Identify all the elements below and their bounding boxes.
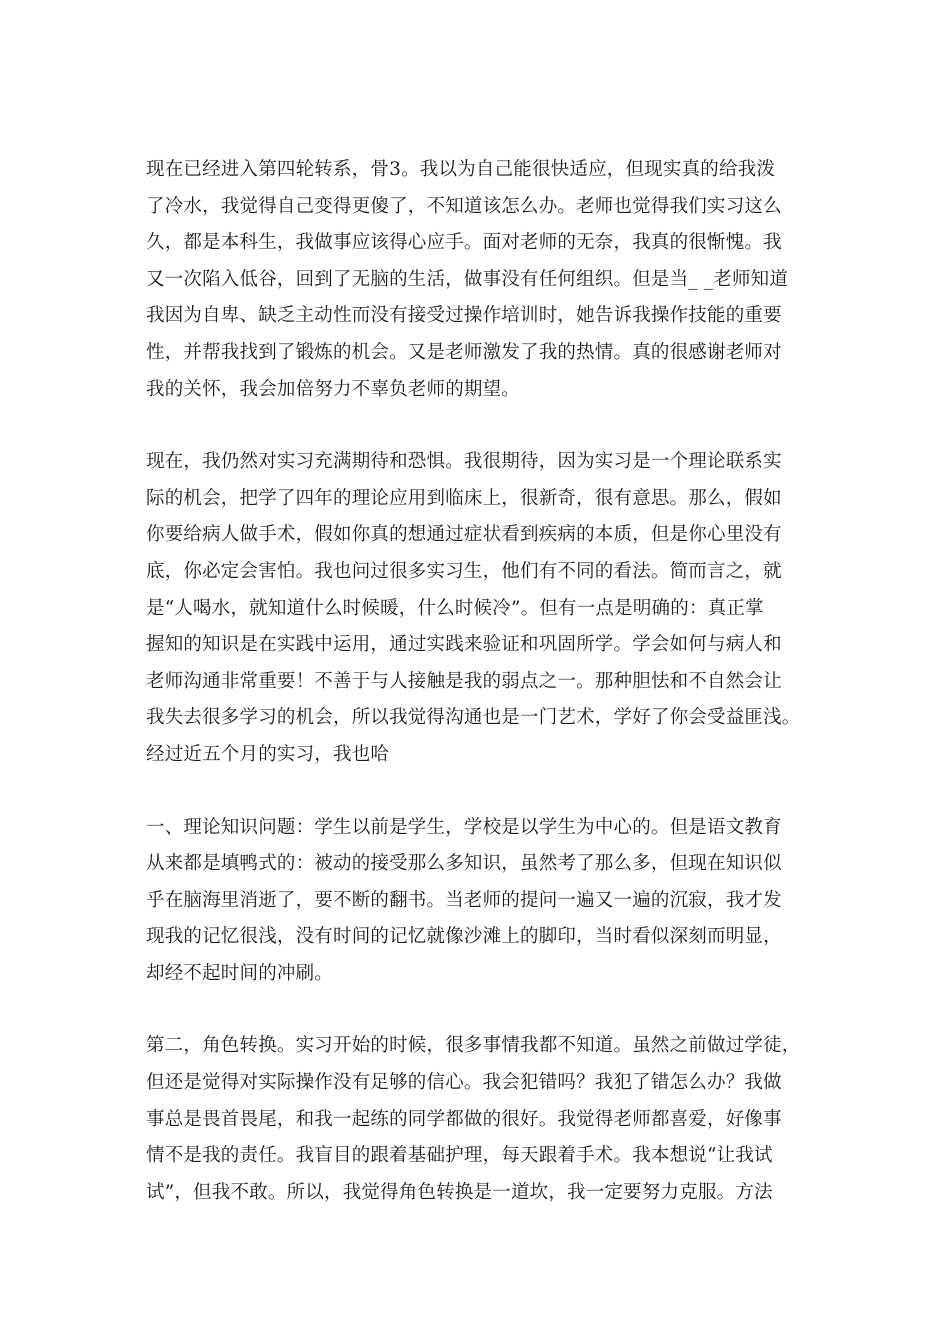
text-line: 一、理论知识问题：学生以前是学生，学校是以学生为中心的。但是语文教育 xyxy=(146,816,782,838)
text-line: 试”，但我不敢。所以，我觉得角色转换是一道坎，我一定要努力克服。方法 xyxy=(146,1181,773,1203)
text-line: 老师沟通非常重要！不善于与人接触是我的弱点之一。那种胆怯和不自然会让 xyxy=(146,670,782,692)
text-line: 现在，我仍然对实习充满期待和恐惧。我很期待，因为实习是一个理论联系实 xyxy=(146,451,782,473)
text-line: 又一次陷入低谷，回到了无脑的生活，做事没有任何组织。但是当_ _老师知道 xyxy=(146,268,789,290)
text-line: 我的关怀，我会加倍努力不辜负老师的期望。 xyxy=(146,378,521,400)
paragraph-2 xyxy=(146,444,810,773)
text-line: 底，你必定会害怕。我也问过很多实习生，他们有不同的看法。简而言之，就 xyxy=(146,560,782,582)
text-line: 你要给病人做手术，假如你真的想通过症状看到疾病的本质，但是你心里没有 xyxy=(146,524,782,546)
paragraph-3 xyxy=(146,810,810,993)
text-line: 情不是我的责任。我盲目的跟着基础护理，每天跟着手术。我本想说“让我试 xyxy=(146,1145,773,1167)
text-line: 乎在脑海里消逝了，要不断的翻书。当老师的提问一遍又一遍的沉寂，我才发 xyxy=(146,889,782,911)
text-line: 了冷水，我觉得自己变得更傻了，不知道该怎么办。老师也觉得我们实习这么 xyxy=(146,195,782,217)
text-line: 际的机会，把学了四年的理论应用到临床上，很新奇，很有意思。那么，假如 xyxy=(146,487,782,509)
text-line: 但还是觉得对实际操作没有足够的信心。我会犯错吗？我犯了错怎么办？我做 xyxy=(146,1072,782,1094)
text-line: 从来都是填鸭式的：被动的接受那么多知识，虽然考了那么多，但现在知识似 xyxy=(146,853,782,875)
text-line: 性，并帮我找到了锻炼的机会。又是老师激发了我的热情。真的很感谢老师对 xyxy=(146,341,782,363)
text-line: 第二，角色转换。实习开始的时候，很多事情我都不知道。虽然之前做过学徒， xyxy=(146,1035,801,1057)
text-line: 事总是畏首畏尾，和我一起练的同学都做的很好。我觉得老师都喜爱，好像事 xyxy=(146,1108,782,1130)
paragraph-4 xyxy=(146,1028,810,1211)
text-line: 经过近五个月的实习，我也哈 xyxy=(146,743,390,765)
text-line: 我失去很多学习的机会，所以我觉得沟通也是一门艺术，学好了你会受益匪浅。 xyxy=(146,707,801,729)
paragraph-1 xyxy=(146,152,810,408)
text-line: 现在已经进入第四轮转系，骨3。我以为自己能很快适应，但现实真的给我泼 xyxy=(146,159,776,180)
text-line: 却经不起时间的冲刷。 xyxy=(146,962,334,984)
text-line: 久，都是本科生，我做事应该得心应手。面对老师的无奈，我真的很惭愧。我 xyxy=(146,232,782,254)
text-line: 是“人喝水，就知道什么时候暖，什么时候冷”。但有一点是明确的：真正掌 xyxy=(146,597,764,619)
document-body xyxy=(146,152,810,1247)
text-line: 握知的知识是在实践中运用，通过实践来验证和巩固所学。学会如何与病人和 xyxy=(146,634,782,656)
text-line: 我因为自卑、缺乏主动性而没有接受过操作培训时，她告诉我操作技能的重要 xyxy=(146,305,782,327)
text-line: 现我的记忆很浅，没有时间的记忆就像沙滩上的脚印，当时看似深刻而明显， xyxy=(146,926,782,948)
